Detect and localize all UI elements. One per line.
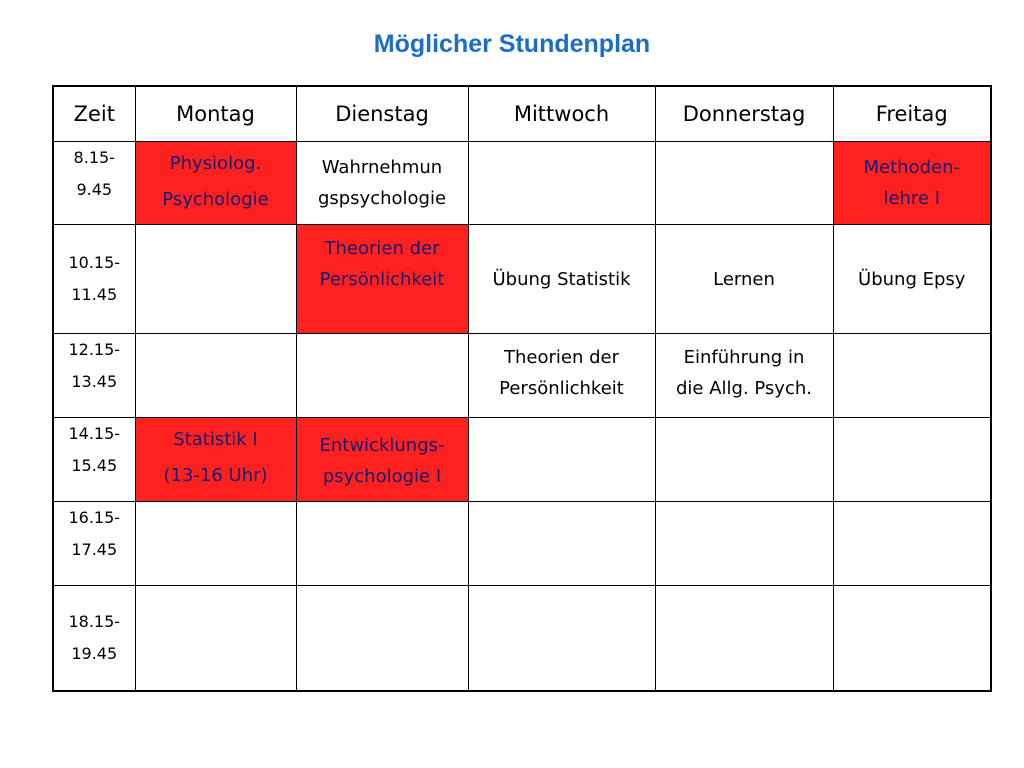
course-text: Wahrnehmun [321, 157, 443, 178]
schedule-table [52, 85, 992, 692]
time-start: 12.15- [68, 340, 121, 359]
course-cell [655, 334, 833, 418]
empty-cell [296, 586, 468, 691]
empty-cell [135, 225, 296, 334]
time-start: 18.15- [68, 612, 121, 631]
header-mittwoch: Mittwoch [468, 86, 655, 142]
course-text: Theorien der [324, 238, 440, 259]
empty-cell [833, 502, 991, 586]
course-text: Entwicklungs- [319, 435, 445, 456]
empty-cell [655, 502, 833, 586]
time-end: 19.45 [71, 644, 118, 663]
empty-cell [296, 502, 468, 586]
course-cell [655, 225, 833, 334]
time-end: 9.45 [76, 180, 113, 199]
empty-cell [833, 586, 991, 691]
empty-cell [296, 334, 468, 418]
empty-cell [833, 334, 991, 418]
time-end: 17.45 [71, 540, 118, 559]
course-cell [468, 334, 655, 418]
time-end: 15.45 [71, 456, 118, 475]
header-zeit: Zeit [53, 86, 135, 142]
time-start: 16.15- [68, 508, 121, 527]
course-text: Lernen [713, 268, 775, 290]
course-text: Einführung in [683, 347, 805, 368]
table-row [53, 334, 991, 418]
course-text: Statistik I [173, 429, 258, 450]
course-cell [296, 142, 468, 225]
table-row [53, 586, 991, 691]
course-text: Psychologie [162, 189, 269, 210]
empty-cell [135, 586, 296, 691]
course-text: Übung Epsy [858, 268, 966, 290]
course-cell [468, 225, 655, 334]
course-text: die Allg. Psych. [675, 378, 812, 399]
table-row [53, 502, 991, 586]
empty-cell [833, 418, 991, 502]
course-text: Physiolog. [169, 153, 262, 174]
time-cell [53, 142, 135, 225]
empty-cell [655, 586, 833, 691]
course-cell [296, 418, 468, 502]
course-cell [833, 225, 991, 334]
time-cell [53, 334, 135, 418]
time-start: 14.15- [68, 424, 121, 443]
time-cell [53, 502, 135, 586]
time-end: 13.45 [71, 372, 118, 391]
time-cell [53, 586, 135, 691]
empty-cell [468, 586, 655, 691]
time-start: 8.15- [73, 148, 115, 167]
course-text: Übung Statistik [492, 268, 631, 290]
empty-cell [655, 418, 833, 502]
header-donnerstag: Donnerstag [655, 86, 833, 142]
header-row [53, 86, 991, 142]
header-dienstag: Dienstag [296, 86, 468, 142]
empty-cell [135, 502, 296, 586]
empty-cell [655, 142, 833, 225]
course-text: Theorien der [504, 347, 619, 368]
course-text: Persönlichkeit [319, 269, 445, 290]
table-row [53, 142, 991, 225]
table-row [53, 225, 991, 334]
header-freitag: Freitag [833, 86, 991, 142]
empty-cell [468, 502, 655, 586]
course-cell [296, 225, 468, 334]
course-text: (13-16 Uhr) [163, 465, 268, 486]
course-text: gspsychologie [317, 188, 447, 209]
time-cell [53, 418, 135, 502]
time-end: 11.45 [71, 285, 118, 304]
course-cell [135, 142, 296, 225]
course-text: Persönlichkeit [499, 378, 624, 399]
empty-cell [468, 142, 655, 225]
empty-cell [135, 334, 296, 418]
time-cell [53, 225, 135, 334]
course-text: lehre I [883, 188, 941, 209]
course-text: psychologie I [322, 466, 442, 487]
table-row [53, 418, 991, 502]
header-montag: Montag [135, 86, 296, 142]
course-cell [135, 418, 296, 502]
empty-cell [468, 418, 655, 502]
course-text: Methoden- [863, 157, 960, 178]
page-title: Möglicher Stundenplan [373, 30, 651, 58]
course-cell [833, 142, 991, 225]
time-start: 10.15- [68, 253, 121, 272]
